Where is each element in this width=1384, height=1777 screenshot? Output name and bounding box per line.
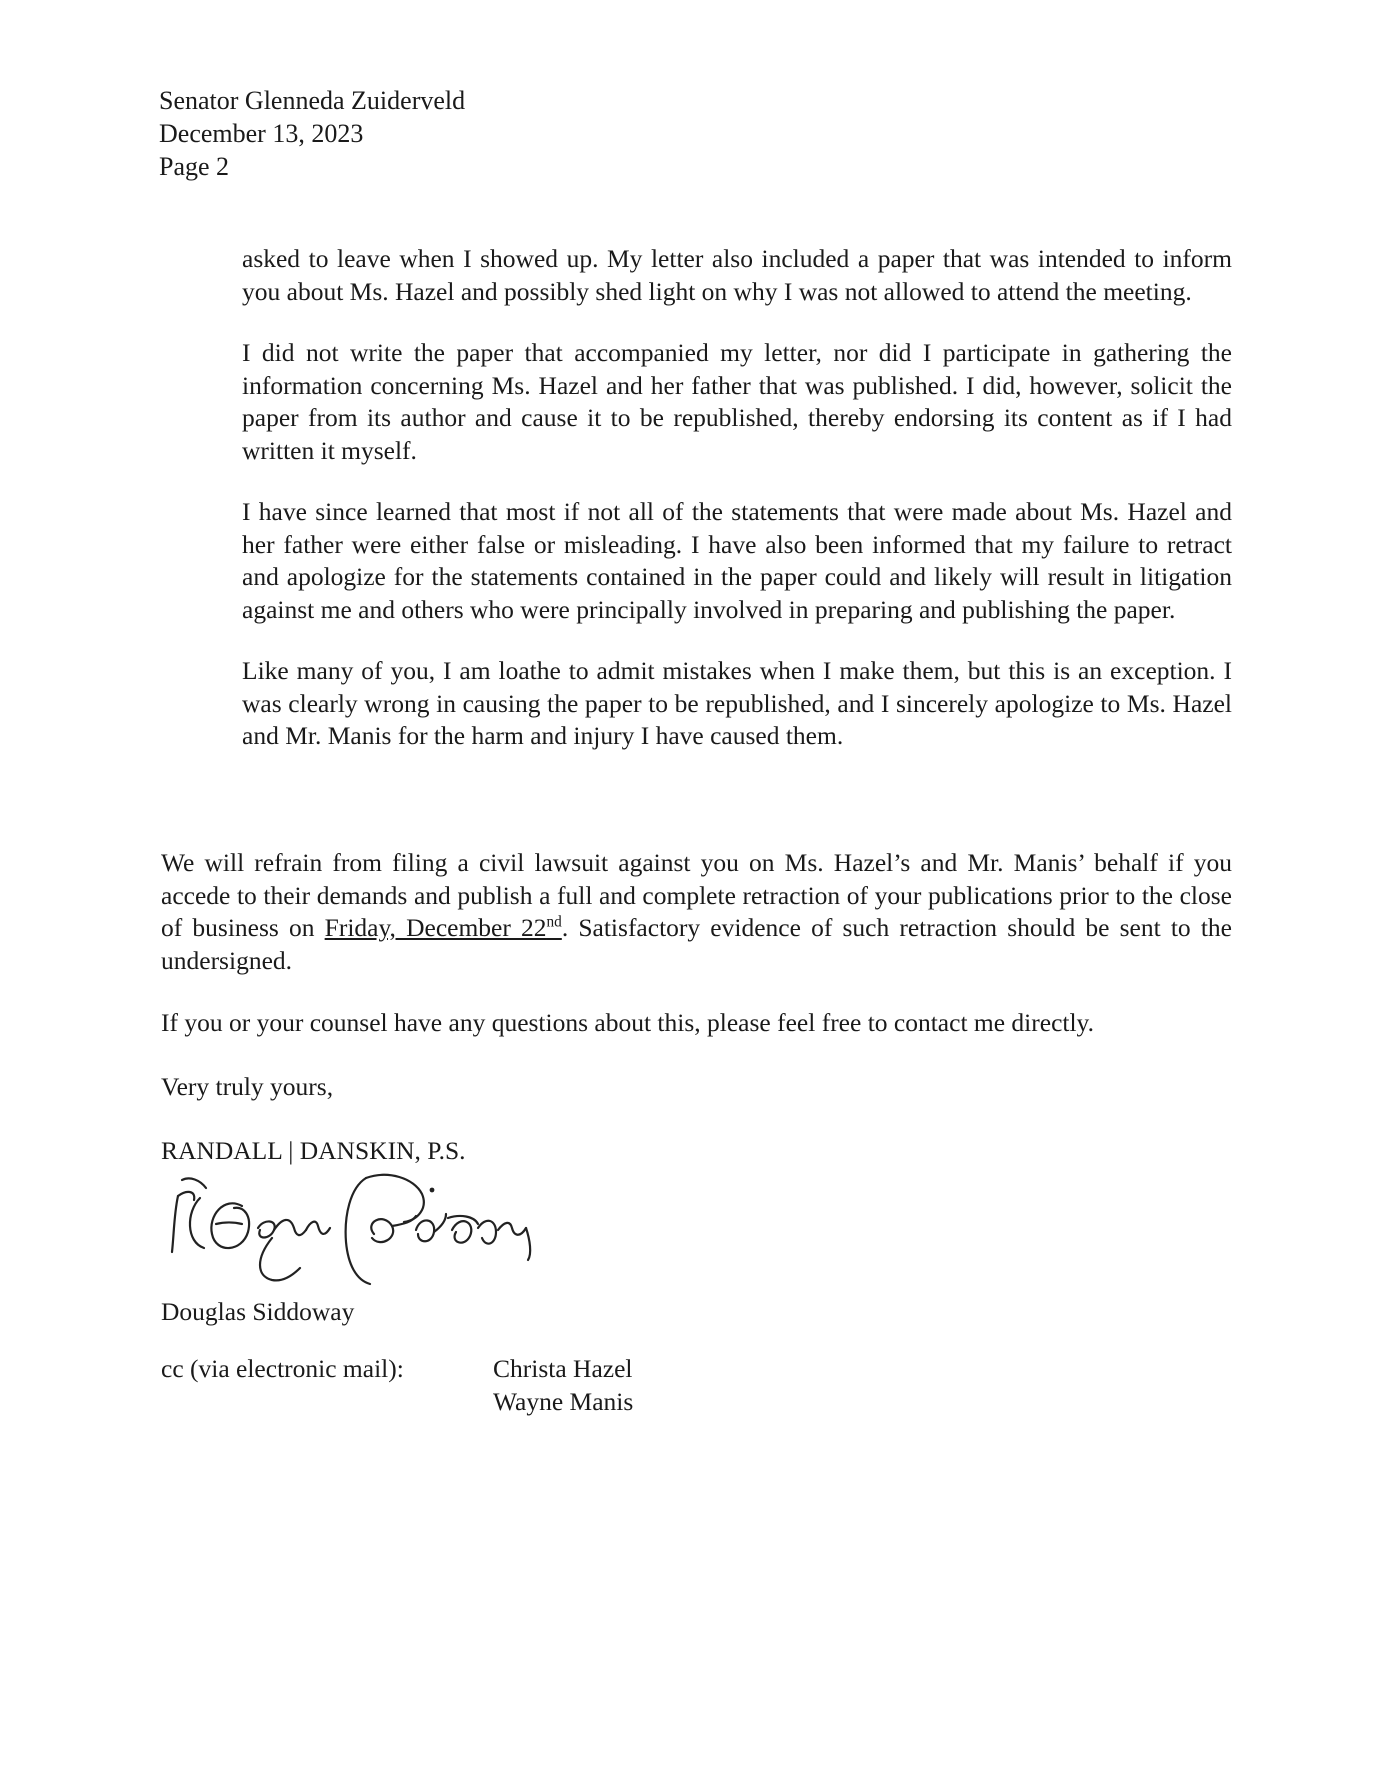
handwritten-signature — [160, 1168, 580, 1292]
demand-text-end: . Satisfactory evidence of such retraction should be sent to the undersigned. — [161, 913, 1232, 975]
demand-paragraph — [161, 847, 1232, 977]
letter-header — [159, 84, 465, 183]
firm-name: RANDALL | DANSKIN, P.S. — [161, 1136, 466, 1165]
quoted-retraction-statement — [242, 243, 1232, 782]
demand-text-start: We will refrain from filing a civil lawsuit against you on Ms. Hazel’s and Mr. Manis’ behalf if you accede to their demands and publish a full and complete retraction of your publications prior to the close of business on — [161, 848, 1232, 942]
recipient-name: Senator Glenneda Zuiderveld — [159, 86, 466, 115]
letter-date: December 13, 2023 — [159, 119, 364, 148]
cc-recipient: Wayne Manis — [493, 1386, 634, 1416]
questions-paragraph: If you or your counsel have any questions about this, please feel free to contact me directly. — [161, 1008, 1095, 1037]
deadline-date: Friday, December 22nd — [324, 913, 562, 942]
quote-paragraph-4: Like many of you, I am loathe to admit mistakes when I make them, but this is an exception. I was clearly wrong in causing the paper to be republished, and I sincerely apologize to Ms. Hazel and Mr. Manis for the harm and injury I have caused them. — [242, 656, 1232, 750]
quote-paragraph-3: I have since learned that most if not all of the statements that were made about Ms. Hazel and her father were either false or misleading. I have also been informed that my failure to retract and apologize for the statements contained in the paper could and likely will result in litigation against me and others who were principally involved in preparing and publishing the paper. — [242, 497, 1232, 624]
cc-recipient: Christa Hazel — [493, 1354, 633, 1383]
cc-recipients — [493, 1353, 633, 1418]
signer-name: Douglas Siddoway — [161, 1297, 355, 1326]
quote-paragraph-2: I did not write the paper that accompanied my letter, nor did I participate in gathering the information concerning Ms. Hazel and her father that was published. I did, however, solicit the paper from its author and cause it to be republished, thereby endorsing its content as if I had written it myself. — [242, 338, 1232, 465]
complimentary-closing: Very truly yours, — [161, 1072, 334, 1101]
deadline-date-suffix: nd — [546, 913, 562, 931]
cc-label: cc (via electronic mail): — [161, 1354, 404, 1383]
quote-paragraph-1: asked to leave when I showed up. My letter also included a paper that was intended to inform you about Ms. Hazel and possibly shed light on why I was not allowed to attend the meeting. — [242, 244, 1232, 306]
page-number: Page 2 — [159, 152, 230, 181]
